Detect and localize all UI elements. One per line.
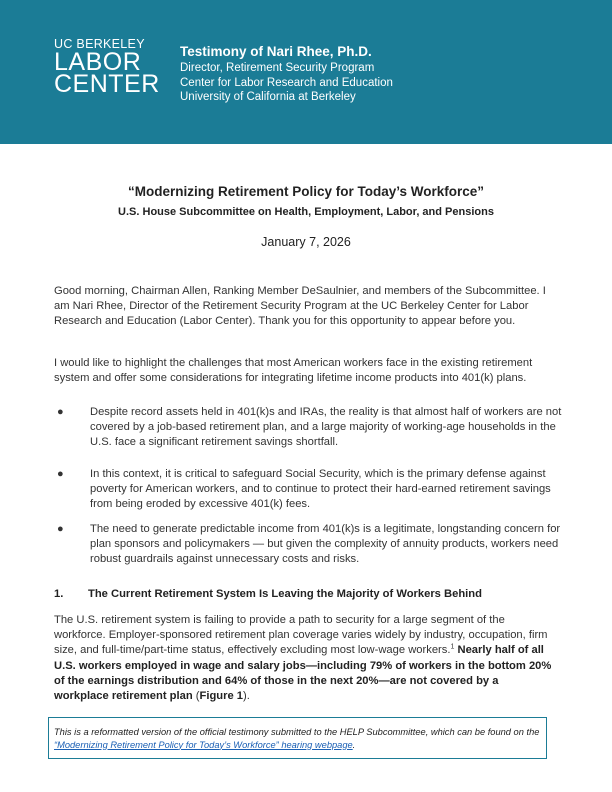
list-item — [54, 467, 564, 513]
figure-ref-close: ). — [243, 690, 250, 703]
section-heading — [54, 588, 564, 600]
logo-line-2: LABOR — [54, 48, 142, 76]
figure-reference: Figure 1 — [199, 690, 244, 703]
header-banner — [0, 0, 612, 144]
bullet-icon: ● — [57, 468, 64, 480]
uc-berkeley-labor-center-logo — [54, 37, 160, 98]
section-paragraph — [54, 613, 554, 704]
document-subtitle: U.S. House Subcommittee on Health, Employment, Labor, and Pensions — [118, 206, 494, 218]
bullet-icon: ● — [57, 406, 64, 418]
section-bold-text: Nearly half of all U.S. workers employed in wage and salary jobs—including 79% of workers in the bottom 20% of the earnings distribution and 64% of those in the next 20%—are not covered by a workplace retirement plan — [54, 644, 552, 703]
testimony-author-block — [180, 44, 600, 105]
logo-line-3: CENTER — [54, 70, 160, 98]
hearing-webpage-link[interactable]: “Modernizing Retirement Policy for Today’s Workforce” hearing webpage — [54, 739, 353, 750]
testimony-author-name: Testimony of Nari Rhee, Ph.D. — [180, 44, 372, 59]
author-role: Director, Retirement Security Program — [180, 62, 375, 74]
author-university: University of California at Berkeley — [180, 91, 356, 103]
section-title: The Current Retirement System Is Leaving the Majority of Workers Behind — [88, 588, 482, 600]
reformat-note-box — [48, 717, 547, 759]
list-item-text: In this context, it is critical to safeguard Social Security, which is the primary defense against poverty for American workers, and to continue to protect their hard-earned retirement savings from being eroded by excessive 401(k) fees. — [90, 468, 551, 511]
list-item-text: Despite record assets held in 401(k)s and IRAs, the reality is that almost half of workers are not covered by a job-based retirement plan, and a large majority of working-age households in the U.S. face a significant retirement savings shortfall. — [90, 406, 562, 449]
author-organization: Center for Labor Research and Education — [180, 76, 393, 89]
logo-line-1: UC BERKELEY — [54, 37, 145, 51]
figure-ref-open: ( — [192, 690, 200, 703]
list-item — [54, 522, 564, 568]
footnote-reference[interactable]: 1 — [450, 643, 455, 651]
highlight-paragraph: I would like to highlight the challenges that most American workers face in the existing retirement system and offer some considerations for integrating lifetime income products into 401(k) plans. — [54, 357, 533, 385]
document-date: January 7, 2026 — [261, 235, 351, 249]
list-item-text: The need to generate predictable income from 401(k)s is a legitimate, longstanding concern for plan sponsors and policymakers — but given the complexity of annuity products, workers need robust guardrails against unnecessary costs and risks. — [90, 523, 561, 566]
list-item — [54, 405, 564, 451]
note-text: This is a reformatted version of the official testimony submitted to the HELP Subcommittee, which can be found on the — [54, 727, 540, 737]
document-title: “Modernizing Retirement Policy for Today’s Workforce” — [127, 184, 485, 199]
intro-paragraph: Good morning, Chairman Allen, Ranking Member DeSaulnier, and members of the Subcommittee. I am Nari Rhee, Director of the Retirement Security Program at the UC Berkeley Center for Labor Research and Education (Labor Center). Thank you for this opportunity to appear before you. — [54, 285, 546, 328]
bullet-icon: ● — [57, 523, 64, 535]
section-number: 1. — [54, 588, 64, 600]
note-end: . — [352, 739, 356, 750]
section-text: The U.S. retirement system is failing to provide a path to security for a large segment of the workforce. Employer-sponsored retirement plan coverage varies widely by industry, occupation, firm size, and full-time/part-time status, effectively excluding most low-wage workers. — [54, 614, 548, 657]
